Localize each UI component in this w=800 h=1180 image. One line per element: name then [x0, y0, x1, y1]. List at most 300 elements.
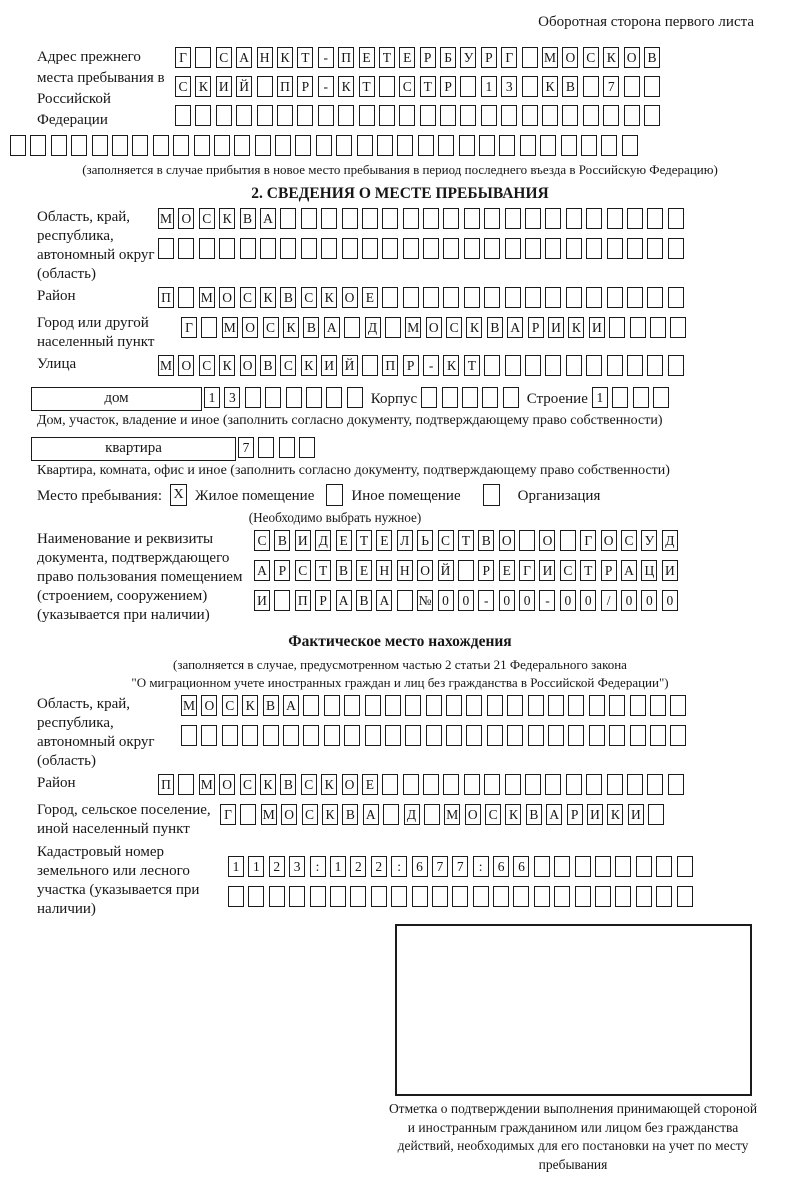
- char-cell: [670, 725, 686, 746]
- char-cell: [301, 208, 317, 229]
- stay-type-note: (Необходимо выбрать нужное): [248, 510, 422, 525]
- char-cell: [520, 135, 536, 156]
- char-cell: [443, 287, 459, 308]
- char-cell: [525, 287, 541, 308]
- char-cell: О: [178, 355, 194, 376]
- char-cell: [462, 387, 478, 408]
- char-cell: П: [295, 590, 311, 611]
- char-cell: [479, 135, 495, 156]
- char-cell: [627, 208, 643, 229]
- char-cell: В: [280, 287, 296, 308]
- char-cell: 0: [499, 590, 515, 611]
- char-cell: [286, 387, 302, 408]
- char-cell: Е: [399, 47, 415, 68]
- char-cell: [71, 135, 87, 156]
- actual-location-title: Фактическое место нахождения: [288, 633, 512, 650]
- char-cell: М: [261, 804, 277, 825]
- char-cell: [507, 695, 523, 716]
- char-cell: 1: [248, 856, 264, 877]
- char-cell: [482, 387, 498, 408]
- char-cell: [178, 287, 194, 308]
- korpus-cells: [421, 387, 519, 411]
- char-cell: [326, 387, 342, 408]
- char-cell: [540, 135, 556, 156]
- char-cell: 0: [519, 590, 535, 611]
- char-cell: :: [473, 856, 489, 877]
- stamp-area: [395, 924, 752, 1096]
- char-cell: 2: [371, 856, 387, 877]
- actual-district-label: Район: [37, 775, 76, 791]
- char-cell: [519, 530, 535, 551]
- actual-region-cells: [181, 695, 686, 771]
- char-cell: [420, 105, 436, 126]
- char-cell: [382, 287, 398, 308]
- char-cell: [324, 695, 340, 716]
- char-cell: [583, 76, 599, 97]
- char-cell: /: [601, 590, 617, 611]
- char-cell: Т: [379, 47, 395, 68]
- char-cell: Т: [420, 76, 436, 97]
- char-cell: Е: [336, 530, 352, 551]
- char-cell: А: [254, 560, 270, 581]
- char-cell: Е: [362, 287, 378, 308]
- char-cell: [258, 437, 274, 458]
- char-cell: Р: [481, 47, 497, 68]
- char-cell: А: [283, 695, 299, 716]
- char-cell: [248, 886, 264, 907]
- prev-address-row-4: [0, 135, 800, 159]
- char-cell: 0: [438, 590, 454, 611]
- char-cell: [647, 355, 663, 376]
- char-cell: [324, 725, 340, 746]
- prev-address-label: Адрес прежнего места пребывания в Российской Федерации: [37, 49, 165, 128]
- char-cell: [423, 208, 439, 229]
- char-cell: С: [295, 560, 311, 581]
- char-cell: А: [376, 590, 392, 611]
- char-cell: [362, 208, 378, 229]
- stamp-caption: Отметка о подтверждении выполнения принимающей стороной и иностранным гражданином или лицом без гражданства действий, необходимых для его постановки на учет по месту пребывания: [388, 1101, 758, 1172]
- char-cell: О: [601, 530, 617, 551]
- char-cell: [624, 105, 640, 126]
- document-row-2: [254, 560, 678, 584]
- char-cell: Р: [403, 355, 419, 376]
- char-cell: Г: [181, 317, 197, 338]
- city-field: [0, 314, 800, 352]
- char-cell: О: [178, 208, 194, 229]
- char-cell: В: [644, 47, 660, 68]
- char-cell: [505, 208, 521, 229]
- char-cell: 0: [621, 590, 637, 611]
- char-cell: [505, 287, 521, 308]
- char-cell: Е: [359, 47, 375, 68]
- char-cell: Г: [175, 47, 191, 68]
- char-cell: [677, 886, 693, 907]
- char-cell: [607, 287, 623, 308]
- district-field: [0, 287, 800, 311]
- char-cell: [487, 695, 503, 716]
- char-cell: [178, 238, 194, 259]
- char-cell: [581, 135, 597, 156]
- char-cell: О: [219, 774, 235, 795]
- char-cell: У: [460, 47, 476, 68]
- char-cell: [459, 135, 475, 156]
- char-cell: [344, 725, 360, 746]
- char-cell: [228, 886, 244, 907]
- house-note: Дом, участок, владение и иное (заполнить согласно документу, подтверждающему право собственности): [37, 413, 663, 428]
- document-cells: [254, 530, 678, 625]
- char-cell: [650, 695, 666, 716]
- char-cell: [421, 387, 437, 408]
- char-cell: [633, 387, 649, 408]
- char-cell: [275, 135, 291, 156]
- char-cell: [423, 287, 439, 308]
- prev-address-row-1: [175, 47, 660, 71]
- char-cell: [280, 208, 296, 229]
- city-label: Город или другой населенный пункт: [37, 315, 155, 350]
- char-cell: Г: [501, 47, 517, 68]
- char-cell: [397, 135, 413, 156]
- char-cell: [178, 774, 194, 795]
- char-cell: Р: [297, 76, 313, 97]
- char-cell: [473, 886, 489, 907]
- char-cell: К: [321, 774, 337, 795]
- char-cell: [545, 355, 561, 376]
- char-cell: М: [444, 804, 460, 825]
- char-cell: М: [405, 317, 421, 338]
- char-cell: [216, 105, 232, 126]
- char-cell: И: [589, 317, 605, 338]
- option-organization-label: Организация: [517, 488, 601, 504]
- char-cell: [403, 238, 419, 259]
- char-cell: [466, 725, 482, 746]
- char-cell: [566, 774, 582, 795]
- char-cell: А: [324, 317, 340, 338]
- char-cell: Г: [580, 530, 596, 551]
- char-cell: О: [426, 317, 442, 338]
- char-cell: [630, 725, 646, 746]
- char-cell: В: [263, 695, 279, 716]
- char-cell: Й: [438, 560, 454, 581]
- char-cell: [636, 856, 652, 877]
- char-cell: В: [336, 560, 352, 581]
- char-cell: [586, 287, 602, 308]
- city-row: [181, 317, 686, 341]
- char-cell: [426, 725, 442, 746]
- char-cell: [545, 238, 561, 259]
- char-cell: С: [301, 287, 317, 308]
- house-cells: [204, 387, 363, 411]
- char-cell: 0: [580, 590, 596, 611]
- char-cell: С: [254, 530, 270, 551]
- char-cell: [303, 725, 319, 746]
- char-cell: [525, 208, 541, 229]
- stay-type-field: [0, 484, 800, 508]
- char-cell: 6: [513, 856, 529, 877]
- char-cell: [566, 208, 582, 229]
- char-cell: К: [242, 695, 258, 716]
- char-cell: С: [199, 208, 215, 229]
- stay-type-label: Место пребывания:: [37, 488, 162, 504]
- char-cell: Р: [315, 590, 331, 611]
- char-cell: К: [301, 355, 317, 376]
- char-cell: 1: [592, 387, 608, 408]
- char-cell: :: [391, 856, 407, 877]
- region-field: [0, 208, 800, 284]
- char-cell: [440, 105, 456, 126]
- actual-region-label: Область, край, республика, автономный округ (область): [37, 696, 155, 769]
- char-cell: Д: [404, 804, 420, 825]
- char-cell: [236, 105, 252, 126]
- char-cell: [525, 355, 541, 376]
- char-cell: И: [662, 560, 678, 581]
- apartment-field: [0, 437, 800, 461]
- char-cell: О: [499, 530, 515, 551]
- char-cell: [201, 725, 217, 746]
- char-cell: [379, 105, 395, 126]
- char-cell: П: [277, 76, 293, 97]
- char-cell: П: [158, 774, 174, 795]
- char-cell: В: [487, 317, 503, 338]
- char-cell: [279, 437, 295, 458]
- document-label: Наименование и реквизиты документа, подтверждающего право пользования помещением (строением, сооружением) (указывается при наличии): [37, 531, 243, 623]
- char-cell: 7: [452, 856, 468, 877]
- cadastral-row-2: [228, 886, 693, 910]
- char-cell: [350, 886, 366, 907]
- char-cell: [668, 287, 684, 308]
- char-cell: [194, 135, 210, 156]
- char-cell: [656, 856, 672, 877]
- char-cell: [630, 317, 646, 338]
- option-residential-label: Жилое помещение: [195, 488, 315, 504]
- region-label: Область, край, республика, автономный округ (область): [37, 209, 155, 282]
- char-cell: О: [342, 287, 358, 308]
- actual-city-row: [220, 804, 664, 828]
- char-cell: К: [603, 47, 619, 68]
- char-cell: В: [562, 76, 578, 97]
- char-cell: [586, 238, 602, 259]
- char-cell: [452, 886, 468, 907]
- char-cell: [240, 238, 256, 259]
- char-cell: [385, 725, 401, 746]
- char-cell: №: [417, 590, 433, 611]
- char-cell: С: [301, 774, 317, 795]
- actual-city-label: Город, сельское поселение, иной населенный пункт: [37, 802, 211, 837]
- char-cell: М: [158, 355, 174, 376]
- char-cell: 7: [432, 856, 448, 877]
- char-cell: [195, 47, 211, 68]
- char-cell: [377, 135, 393, 156]
- char-cell: А: [621, 560, 637, 581]
- char-cell: С: [560, 560, 576, 581]
- char-cell: Д: [365, 317, 381, 338]
- char-cell: И: [321, 355, 337, 376]
- char-cell: [260, 238, 276, 259]
- char-cell: С: [583, 47, 599, 68]
- char-cell: [464, 208, 480, 229]
- char-cell: [609, 317, 625, 338]
- char-cell: [466, 695, 482, 716]
- char-cell: [528, 695, 544, 716]
- char-cell: Б: [440, 47, 456, 68]
- char-cell: В: [280, 774, 296, 795]
- region-row-1: [158, 208, 684, 232]
- char-cell: [423, 238, 439, 259]
- char-cell: Т: [297, 47, 313, 68]
- char-cell: [426, 695, 442, 716]
- char-cell: [609, 695, 625, 716]
- char-cell: [583, 105, 599, 126]
- char-cell: [342, 208, 358, 229]
- char-cell: 6: [412, 856, 428, 877]
- char-cell: [173, 135, 189, 156]
- char-cell: Г: [519, 560, 535, 581]
- char-cell: [607, 774, 623, 795]
- char-cell: [522, 47, 538, 68]
- char-cell: [575, 856, 591, 877]
- char-cell: 2: [350, 856, 366, 877]
- char-cell: 6: [493, 856, 509, 877]
- corner-note: Оборотная сторона первого листа: [538, 14, 754, 30]
- char-cell: К: [505, 804, 521, 825]
- char-cell: [399, 105, 415, 126]
- char-cell: [245, 387, 261, 408]
- char-cell: О: [417, 560, 433, 581]
- char-cell: Й: [236, 76, 252, 97]
- char-cell: [362, 238, 378, 259]
- char-cell: К: [260, 287, 276, 308]
- char-cell: [257, 76, 273, 97]
- char-cell: И: [548, 317, 564, 338]
- char-cell: С: [485, 804, 501, 825]
- char-cell: Е: [356, 560, 372, 581]
- char-cell: [561, 135, 577, 156]
- char-cell: О: [281, 804, 297, 825]
- char-cell: [525, 238, 541, 259]
- char-cell: Е: [362, 774, 378, 795]
- char-cell: Г: [220, 804, 236, 825]
- char-cell: [405, 695, 421, 716]
- char-cell: Н: [257, 47, 273, 68]
- char-cell: [403, 208, 419, 229]
- char-cell: [589, 725, 605, 746]
- char-cell: [318, 105, 334, 126]
- char-cell: [338, 105, 354, 126]
- char-cell: [460, 76, 476, 97]
- stroenie-cells: [592, 387, 669, 411]
- char-cell: [310, 886, 326, 907]
- char-cell: [423, 774, 439, 795]
- char-cell: [379, 76, 395, 97]
- char-cell: К: [283, 317, 299, 338]
- char-cell: Е: [499, 560, 515, 581]
- char-cell: М: [199, 287, 215, 308]
- char-cell: О: [562, 47, 578, 68]
- char-cell: 0: [662, 590, 678, 611]
- char-cell: [647, 208, 663, 229]
- char-cell: Р: [567, 804, 583, 825]
- char-cell: В: [342, 804, 358, 825]
- char-cell: [648, 804, 664, 825]
- char-cell: П: [158, 287, 174, 308]
- district-label: Район: [37, 288, 76, 304]
- char-cell: [525, 774, 541, 795]
- char-cell: [382, 774, 398, 795]
- char-cell: -: [423, 355, 439, 376]
- char-cell: [575, 886, 591, 907]
- char-cell: [505, 355, 521, 376]
- char-cell: [382, 238, 398, 259]
- char-cell: [242, 725, 258, 746]
- char-cell: [303, 695, 319, 716]
- char-cell: [595, 856, 611, 877]
- apartment-note: Квартира, комната, офис и иное (заполнить согласно документу, подтверждающему право собственности): [37, 463, 670, 478]
- stamp-section: [338, 924, 800, 1174]
- char-cell: 7: [603, 76, 619, 97]
- char-cell: [636, 886, 652, 907]
- char-cell: Т: [315, 560, 331, 581]
- char-cell: [269, 886, 285, 907]
- char-cell: [195, 105, 211, 126]
- char-cell: К: [321, 287, 337, 308]
- char-cell: [586, 208, 602, 229]
- char-cell: Ц: [641, 560, 657, 581]
- char-cell: [344, 695, 360, 716]
- char-cell: Р: [478, 560, 494, 581]
- char-cell: [534, 886, 550, 907]
- actual-location-note-2: "О миграционном учете иностранных граждан и лиц без гражданства в Российской Федерации"): [131, 675, 669, 690]
- char-cell: [668, 355, 684, 376]
- char-cell: [234, 135, 250, 156]
- char-cell: Р: [528, 317, 544, 338]
- char-cell: [153, 135, 169, 156]
- char-cell: [112, 135, 128, 156]
- char-cell: [653, 387, 669, 408]
- char-cell: [528, 725, 544, 746]
- char-cell: [501, 105, 517, 126]
- char-cell: [548, 725, 564, 746]
- char-cell: [647, 238, 663, 259]
- char-cell: К: [466, 317, 482, 338]
- char-cell: К: [542, 76, 558, 97]
- char-cell: [289, 886, 305, 907]
- char-cell: [397, 590, 413, 611]
- char-cell: [460, 105, 476, 126]
- char-cell: С: [263, 317, 279, 338]
- char-cell: С: [216, 47, 232, 68]
- char-cell: [566, 287, 582, 308]
- char-cell: [670, 317, 686, 338]
- actual-region-field: [0, 695, 800, 771]
- actual-location-note-1: (заполняется в случае, предусмотренном частью 2 статьи 21 Федерального закона: [173, 657, 627, 672]
- char-cell: А: [260, 208, 276, 229]
- char-cell: [342, 238, 358, 259]
- char-cell: [443, 208, 459, 229]
- char-cell: [92, 135, 108, 156]
- char-cell: [484, 238, 500, 259]
- char-cell: 1: [204, 387, 220, 408]
- char-cell: [383, 804, 399, 825]
- cadastral-cells: [228, 856, 693, 919]
- char-cell: [30, 135, 46, 156]
- char-cell: :: [310, 856, 326, 877]
- char-cell: В: [240, 208, 256, 229]
- char-cell: Т: [356, 530, 372, 551]
- prev-address-note: (заполняется в случае прибытия в новое место пребывания в период последнего въезда в Российскую Федерацию): [82, 162, 718, 177]
- document-row-1: [254, 530, 678, 554]
- char-cell: И: [254, 590, 270, 611]
- char-cell: [403, 287, 419, 308]
- char-cell: К: [443, 355, 459, 376]
